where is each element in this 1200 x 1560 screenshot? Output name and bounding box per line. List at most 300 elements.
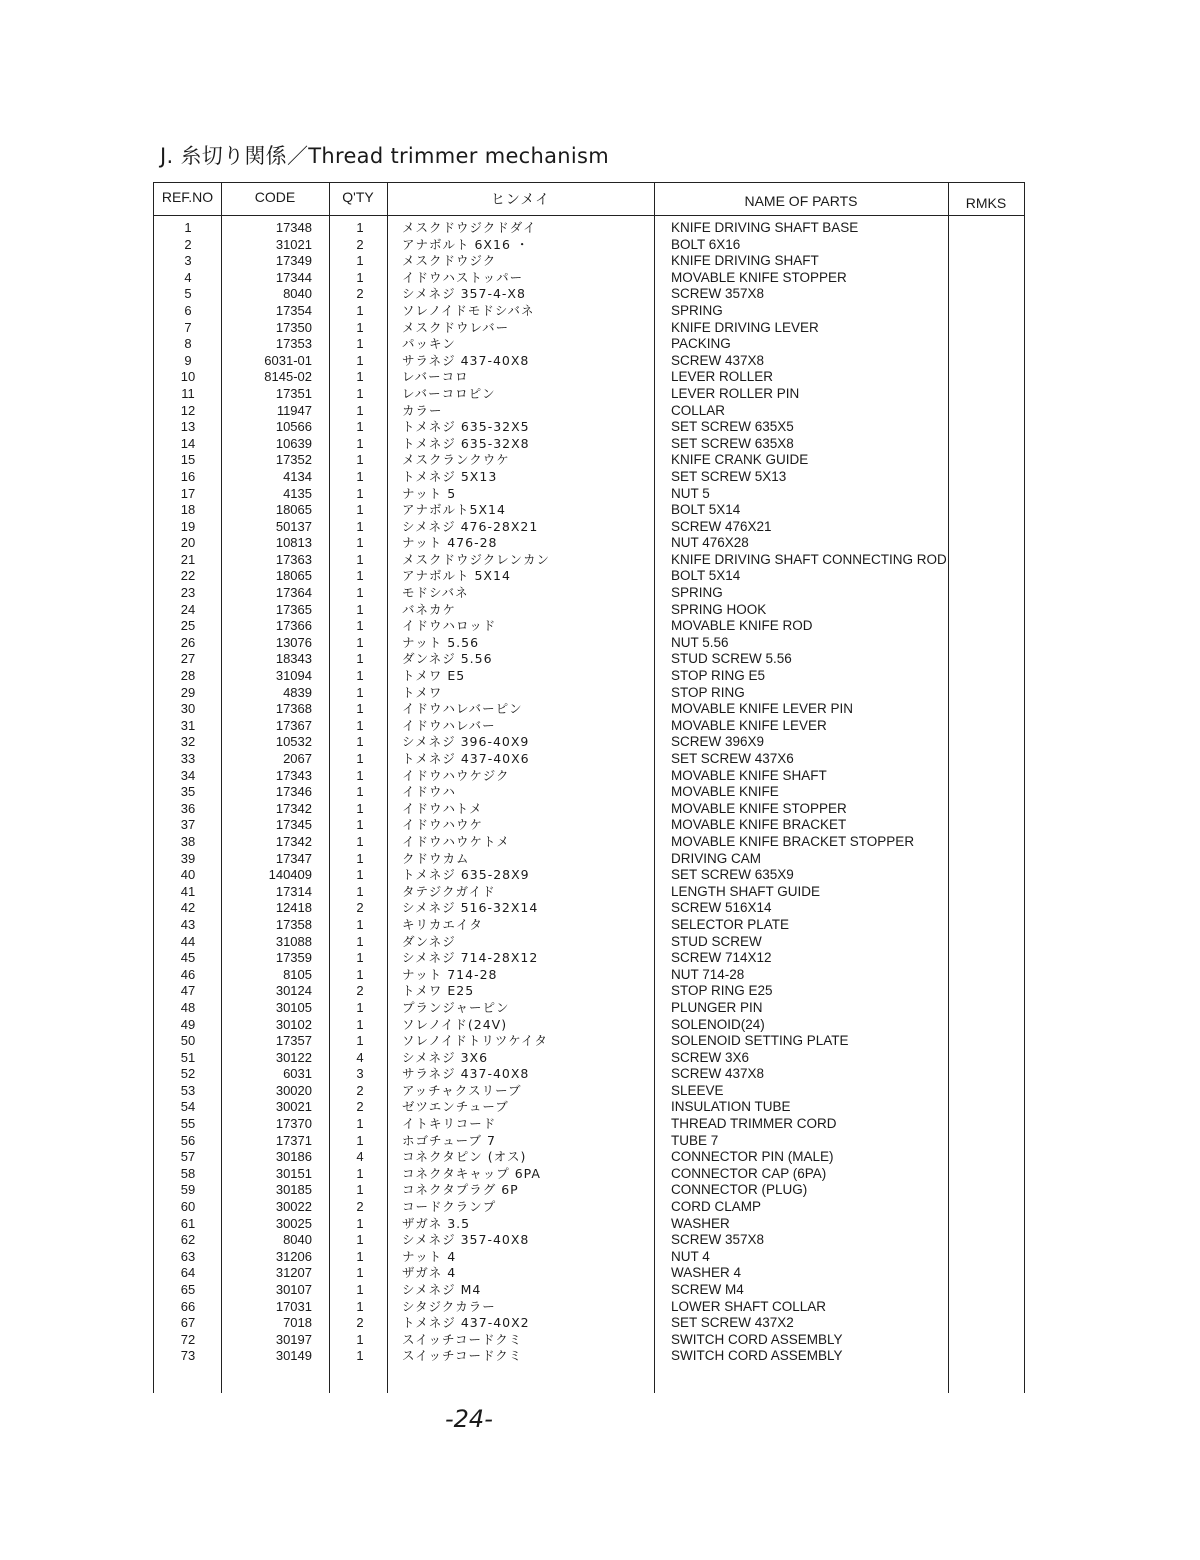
qty-cell: 1 (356, 452, 364, 468)
table-row (154, 950, 1024, 967)
table-row (154, 602, 1024, 619)
name-cell: SPRING (671, 302, 723, 318)
kana-cell: ソレノイド(24V) (402, 1016, 508, 1032)
code-cell: 12418 (275, 900, 312, 916)
code-cell: 140409 (268, 867, 312, 883)
kana-cell: ナット 4 (402, 1248, 457, 1264)
table-row (154, 917, 1024, 934)
table-row (154, 1017, 1024, 1034)
table-row (154, 934, 1024, 951)
table-row (154, 369, 1024, 386)
qty-cell: 1 (356, 253, 364, 269)
name-cell: MOVABLE KNIFE (671, 784, 779, 800)
code-cell: 17359 (275, 950, 312, 966)
kana-cell: レバーコロ (402, 369, 469, 385)
table-row (154, 486, 1024, 503)
qty-cell: 2 (356, 1082, 364, 1098)
kana-cell: シメネジ M4 (402, 1282, 482, 1297)
code-cell: 17350 (275, 319, 312, 335)
name-cell: STOP RING E5 (671, 668, 766, 684)
name-cell: BOLT 6X16 (671, 236, 741, 252)
table-row (154, 1232, 1024, 1249)
ref-cell: 29 (180, 684, 196, 700)
kana-cell: トメワ E25 (402, 983, 475, 999)
qty-cell: 1 (356, 966, 364, 982)
table-row (154, 734, 1024, 751)
kana-cell: スイッチコードクミ (402, 1348, 523, 1364)
qty-cell: 1 (356, 767, 364, 783)
ref-cell: 30 (180, 701, 196, 717)
name-cell: INSULATION TUBE (671, 1099, 791, 1115)
ref-cell: 27 (180, 651, 196, 667)
kana-cell: キリカエイタ (402, 916, 483, 932)
qty-cell: 1 (356, 352, 364, 368)
ref-cell: 62 (180, 1232, 196, 1248)
table-row (154, 436, 1024, 453)
name-cell: LENGTH SHAFT GUIDE (671, 883, 821, 899)
name-cell: STOP RING E25 (671, 983, 773, 999)
qty-cell: 1 (356, 1248, 364, 1264)
ref-cell: 36 (180, 800, 196, 816)
qty-cell: 1 (356, 302, 364, 318)
header-qty: Q'TY (342, 189, 374, 205)
table-row (154, 801, 1024, 818)
ref-cell: 44 (180, 933, 196, 949)
name-cell: STOP RING (671, 684, 745, 700)
code-cell: 30022 (275, 1199, 312, 1215)
name-cell: SCREW 357X8 (671, 1232, 765, 1248)
qty-cell: 1 (356, 651, 364, 667)
table-row (154, 1315, 1024, 1332)
kana-cell: タテジクガイド (402, 883, 496, 899)
kana-cell: イドウハ (402, 784, 457, 800)
table-row (154, 552, 1024, 569)
kana-cell: プランジャーピン (402, 999, 510, 1015)
ref-cell: 21 (180, 551, 196, 567)
qty-cell: 1 (356, 535, 364, 551)
code-cell: 17314 (275, 883, 312, 899)
code-cell: 30105 (275, 999, 312, 1015)
table-row (154, 817, 1024, 834)
code-cell: 6031-01 (264, 352, 312, 368)
qty-cell: 3 (356, 1066, 364, 1082)
qty-cell: 2 (356, 286, 364, 302)
code-cell: 10639 (275, 435, 312, 451)
name-cell: SCREW 437X8 (671, 352, 765, 368)
ref-cell: 58 (180, 1165, 196, 1181)
table-row (154, 502, 1024, 519)
table-row (154, 884, 1024, 901)
ref-cell: 73 (180, 1348, 196, 1364)
kana-cell: コネクタキャップ 6PA (402, 1165, 541, 1181)
ref-cell: 57 (180, 1149, 196, 1165)
code-cell: 2067 (283, 751, 312, 766)
qty-cell: 1 (356, 1033, 364, 1049)
ref-cell: 61 (180, 1215, 196, 1231)
header-kana: ヒンメイ (490, 192, 551, 208)
name-cell: LEVER ROLLER (671, 369, 774, 385)
ref-cell: 18 (180, 502, 196, 518)
name-cell: TUBE 7 (671, 1132, 719, 1148)
name-cell: LEVER ROLLER PIN (671, 385, 800, 401)
qty-cell: 1 (356, 634, 364, 650)
kana-cell: シタジクカラー (402, 1298, 496, 1314)
ref-cell: 60 (180, 1199, 196, 1215)
qty-cell: 2 (356, 1315, 364, 1331)
code-cell: 8040 (283, 286, 312, 302)
qty-cell: 1 (356, 1016, 364, 1032)
table-row (154, 386, 1024, 403)
table-row (154, 419, 1024, 436)
ref-cell: 7 (184, 319, 192, 335)
table-row (154, 320, 1024, 337)
ref-cell: 59 (180, 1182, 196, 1198)
table-body (154, 220, 1024, 1365)
ref-cell: 56 (180, 1132, 196, 1148)
table-row (154, 452, 1024, 469)
kana-cell: トメネジ 635-32X8 (402, 435, 530, 451)
kana-cell: シメネジ 476-28X21 (402, 518, 539, 534)
ref-cell: 64 (180, 1265, 196, 1281)
kana-cell: サラネジ 437-40X8 (402, 1066, 530, 1082)
qty-cell: 1 (356, 402, 364, 418)
table-row (154, 1348, 1024, 1365)
kana-cell: メスクドウジクレンカン (402, 551, 550, 567)
ref-cell: 72 (180, 1331, 196, 1347)
ref-cell: 32 (180, 734, 196, 750)
code-cell: 17371 (275, 1132, 312, 1148)
kana-cell: シメネジ 357-40X8 (402, 1232, 530, 1248)
kana-cell: カラー (402, 402, 443, 418)
ref-cell: 63 (180, 1248, 196, 1264)
qty-cell: 1 (356, 800, 364, 816)
qty-cell: 1 (356, 916, 364, 932)
code-cell: 17363 (275, 551, 312, 567)
table-row (154, 519, 1024, 536)
qty-cell: 1 (356, 1116, 364, 1132)
table-row (154, 469, 1024, 486)
code-cell: 18065 (275, 568, 312, 584)
kana-cell: トメネジ 5X13 (402, 468, 498, 484)
code-cell: 17348 (275, 220, 312, 235)
kana-cell: イトキリコード (402, 1116, 497, 1132)
qty-cell: 1 (356, 601, 364, 617)
ref-cell: 41 (180, 883, 196, 899)
qty-cell: 1 (356, 999, 364, 1015)
ref-cell: 26 (180, 634, 196, 650)
name-cell: SLEEVE (671, 1082, 724, 1098)
table-row (154, 618, 1024, 635)
kana-cell: サラネジ 437-40X8 (402, 352, 530, 368)
ref-cell: 42 (180, 900, 196, 916)
code-cell: 30149 (275, 1348, 312, 1364)
name-cell: SCREW 714X12 (671, 950, 772, 966)
ref-cell: 10 (180, 369, 196, 385)
kana-cell: トメネジ 437-40X2 (402, 1315, 530, 1331)
kana-cell: ナット 476-28 (402, 535, 498, 551)
code-cell: 31207 (275, 1265, 312, 1281)
code-cell: 31088 (275, 933, 312, 949)
ref-cell: 11 (181, 385, 195, 401)
ref-cell: 66 (180, 1298, 196, 1314)
code-cell: 18343 (275, 651, 312, 667)
table-row (154, 1166, 1024, 1183)
qty-cell: 1 (356, 419, 364, 435)
name-cell: WASHER 4 (671, 1265, 742, 1281)
kana-cell: メスクランクウケ (402, 452, 510, 468)
ref-cell: 22 (180, 568, 196, 584)
kana-cell: コネクタプラグ 6P (402, 1182, 519, 1198)
qty-cell: 2 (356, 983, 364, 999)
ref-cell: 13 (180, 419, 196, 435)
ref-cell: 8 (184, 336, 192, 352)
name-cell: KNIFE DRIVING SHAFT BASE (671, 220, 859, 235)
ref-cell: 67 (180, 1315, 196, 1331)
name-cell: KNIFE CRANK GUIDE (671, 452, 809, 468)
qty-cell: 1 (356, 701, 364, 717)
kana-cell: メスクドウレバー (402, 319, 510, 335)
ref-cell: 37 (180, 817, 196, 833)
name-cell: CONNECTOR CAP (6PA) (671, 1165, 827, 1181)
name-cell: THREAD TRIMMER CORD (671, 1116, 837, 1132)
code-cell: 7018 (283, 1315, 312, 1331)
code-cell: 17342 (275, 833, 312, 849)
name-cell: NUT 4 (671, 1248, 710, 1264)
code-cell: 17351 (275, 385, 312, 401)
table-row (154, 1083, 1024, 1100)
ref-cell: 38 (180, 833, 196, 849)
code-cell: 17346 (275, 784, 312, 800)
ref-cell: 47 (180, 983, 196, 999)
qty-cell: 1 (356, 485, 364, 501)
code-cell: 17353 (275, 336, 312, 352)
qty-cell: 1 (356, 668, 364, 684)
code-cell: 17365 (275, 601, 312, 617)
name-cell: SCREW 357X8 (671, 286, 765, 302)
table-row (154, 1282, 1024, 1299)
ref-cell: 54 (180, 1099, 196, 1115)
code-cell: 18065 (275, 502, 312, 518)
name-cell: MOVABLE KNIFE LEVER PIN (671, 701, 854, 717)
code-cell: 17364 (275, 585, 312, 601)
header-rmks: RMKS (965, 195, 1007, 211)
table-row (154, 834, 1024, 851)
code-cell: 31021 (275, 236, 312, 252)
table-row (154, 1199, 1024, 1216)
qty-cell: 2 (356, 900, 364, 916)
kana-cell: メスクドウジク (402, 253, 497, 269)
ref-cell: 50 (180, 1033, 196, 1049)
kana-cell: スイッチコードクミ (402, 1331, 523, 1347)
kana-cell: トメワ E5 (402, 668, 466, 684)
table-row (154, 353, 1024, 370)
name-cell: MOVABLE KNIFE BRACKET STOPPER (671, 833, 915, 849)
ref-cell: 25 (180, 618, 196, 634)
qty-cell: 1 (356, 551, 364, 567)
qty-cell: 2 (356, 236, 364, 252)
name-cell: COLLAR (671, 402, 726, 418)
name-cell: KNIFE DRIVING LEVER (671, 319, 819, 335)
table-row (154, 336, 1024, 353)
ref-cell: 17 (180, 485, 196, 501)
name-cell: STUD SCREW 5.56 (671, 651, 792, 667)
ref-cell: 39 (180, 850, 196, 866)
table-row (154, 403, 1024, 420)
ref-cell: 1 (184, 220, 192, 235)
header-ref: REF.NO (161, 189, 214, 205)
code-cell: 30185 (275, 1182, 312, 1198)
code-cell: 17031 (275, 1298, 312, 1314)
name-cell: SOLENOID SETTING PLATE (671, 1033, 849, 1049)
code-cell: 30124 (275, 983, 312, 999)
name-cell: MOVABLE KNIFE STOPPER (671, 269, 847, 285)
ref-cell: 15 (180, 452, 196, 468)
kana-cell: ザガネ 3.5 (402, 1215, 471, 1231)
kana-cell: シメネジ 516-32X14 (402, 900, 539, 916)
ref-cell: 5 (184, 286, 192, 302)
name-cell: SCREW 476X21 (671, 518, 772, 534)
table-row (154, 851, 1024, 868)
page-number: -24- (445, 1405, 493, 1433)
kana-cell: アナボルト5X14 (402, 502, 506, 518)
ref-cell: 43 (180, 916, 196, 932)
name-cell: LOWER SHAFT COLLAR (671, 1298, 827, 1314)
kana-cell: メスクドウジクドダイ (402, 220, 537, 235)
name-cell: DRIVING CAM (671, 850, 762, 866)
code-cell: 50137 (275, 518, 312, 534)
ref-cell: 53 (180, 1082, 196, 1098)
qty-cell: 1 (356, 684, 364, 700)
name-cell: NUT 714-28 (671, 966, 745, 982)
qty-cell: 1 (356, 502, 364, 518)
qty-cell: 1 (356, 336, 364, 352)
code-cell: 17342 (275, 800, 312, 816)
code-cell: 31206 (275, 1248, 312, 1264)
table-row (154, 1332, 1024, 1349)
qty-cell: 1 (356, 734, 364, 750)
kana-cell: ナット 5 (402, 485, 457, 501)
kana-cell: モドシバネ (402, 585, 469, 601)
code-cell: 10566 (275, 419, 312, 435)
code-cell: 17344 (275, 269, 312, 285)
table-row (154, 718, 1024, 735)
code-cell: 4135 (283, 485, 312, 501)
qty-cell: 1 (356, 1232, 364, 1248)
table-row (154, 1033, 1024, 1050)
name-cell: CONNECTOR (PLUG) (671, 1182, 808, 1198)
name-cell: STUD SCREW (671, 933, 762, 949)
ref-cell: 9 (184, 352, 192, 368)
kana-cell: イドウハトメ (402, 800, 483, 816)
table-row (154, 668, 1024, 685)
ref-cell: 20 (180, 535, 196, 551)
qty-cell: 1 (356, 883, 364, 899)
qty-cell: 1 (356, 1265, 364, 1281)
ref-cell: 31 (180, 717, 196, 733)
table-row (154, 1099, 1024, 1116)
code-cell: 31094 (275, 668, 312, 684)
name-cell: MOVABLE KNIFE STOPPER (671, 800, 847, 816)
table-row (154, 585, 1024, 602)
name-cell: SWITCH CORD ASSEMBLY (671, 1348, 843, 1364)
qty-cell: 1 (356, 385, 364, 401)
code-cell: 6031 (283, 1066, 312, 1082)
table-row (154, 253, 1024, 270)
name-cell: CONNECTOR PIN (MALE) (671, 1149, 834, 1165)
kana-cell: ゼツエンチューブ (402, 1099, 509, 1115)
table-row (154, 685, 1024, 702)
name-cell: NUT 5 (671, 485, 710, 501)
code-cell: 17352 (275, 452, 312, 468)
name-cell: SCREW 516X14 (671, 900, 772, 916)
qty-cell: 1 (356, 518, 364, 534)
name-cell: KNIFE DRIVING SHAFT (671, 253, 819, 269)
table-row (154, 1133, 1024, 1150)
table-row (154, 535, 1024, 552)
name-cell: BOLT 5X14 (671, 502, 741, 518)
qty-cell: 4 (356, 1149, 364, 1165)
code-cell: 30025 (275, 1215, 312, 1231)
qty-cell: 1 (356, 867, 364, 883)
qty-cell: 1 (356, 1215, 364, 1231)
table-row (154, 1216, 1024, 1233)
code-cell: 17367 (275, 717, 312, 733)
code-cell: 17354 (275, 302, 312, 318)
code-cell: 8040 (283, 1232, 312, 1248)
name-cell: SET SCREW 635X5 (671, 419, 794, 435)
kana-cell: バネカケ (402, 601, 457, 617)
qty-cell: 1 (356, 751, 364, 766)
qty-cell: 1 (356, 1331, 364, 1347)
kana-cell: ザガネ 4 (402, 1265, 457, 1281)
name-cell: PLUNGER PIN (671, 999, 763, 1015)
kana-cell: ナット 714-28 (402, 966, 498, 982)
kana-cell: イドウハストッパー (402, 269, 524, 285)
kana-cell: ソレノイドトリツケイタ (402, 1033, 548, 1049)
qty-cell: 1 (356, 269, 364, 285)
ref-cell: 48 (180, 999, 196, 1015)
qty-cell: 1 (356, 568, 364, 584)
kana-cell: イドウハレバー (402, 717, 496, 733)
name-cell: SCREW 396X9 (671, 734, 765, 750)
qty-cell: 1 (356, 1132, 364, 1148)
kana-cell: コネクタピン (オス) (402, 1149, 527, 1165)
code-cell: 10532 (275, 734, 312, 750)
ref-cell: 35 (180, 784, 196, 800)
ref-cell: 19 (180, 518, 196, 534)
kana-cell: イドウハウケトメ (402, 833, 510, 849)
name-cell: MOVABLE KNIFE SHAFT (671, 767, 827, 783)
ref-cell: 6 (184, 302, 192, 318)
name-cell: NUT 476X28 (671, 535, 749, 551)
table-row (154, 983, 1024, 1000)
table-row (154, 751, 1024, 768)
name-cell: SPRING (671, 585, 723, 601)
name-cell: SWITCH CORD ASSEMBLY (671, 1331, 843, 1347)
qty-cell: 1 (356, 784, 364, 800)
kana-cell: ホゴチューブ 7 (402, 1132, 496, 1148)
name-cell: MOVABLE KNIFE LEVER (671, 717, 827, 733)
table-row (154, 568, 1024, 585)
code-cell: 30020 (275, 1082, 312, 1098)
code-cell: 17370 (275, 1116, 312, 1132)
code-cell: 17368 (275, 701, 312, 717)
qty-cell: 1 (356, 435, 364, 451)
ref-cell: 2 (184, 236, 192, 252)
qty-cell: 1 (356, 618, 364, 634)
table-row (154, 784, 1024, 801)
name-cell: SPRING HOOK (671, 601, 767, 617)
